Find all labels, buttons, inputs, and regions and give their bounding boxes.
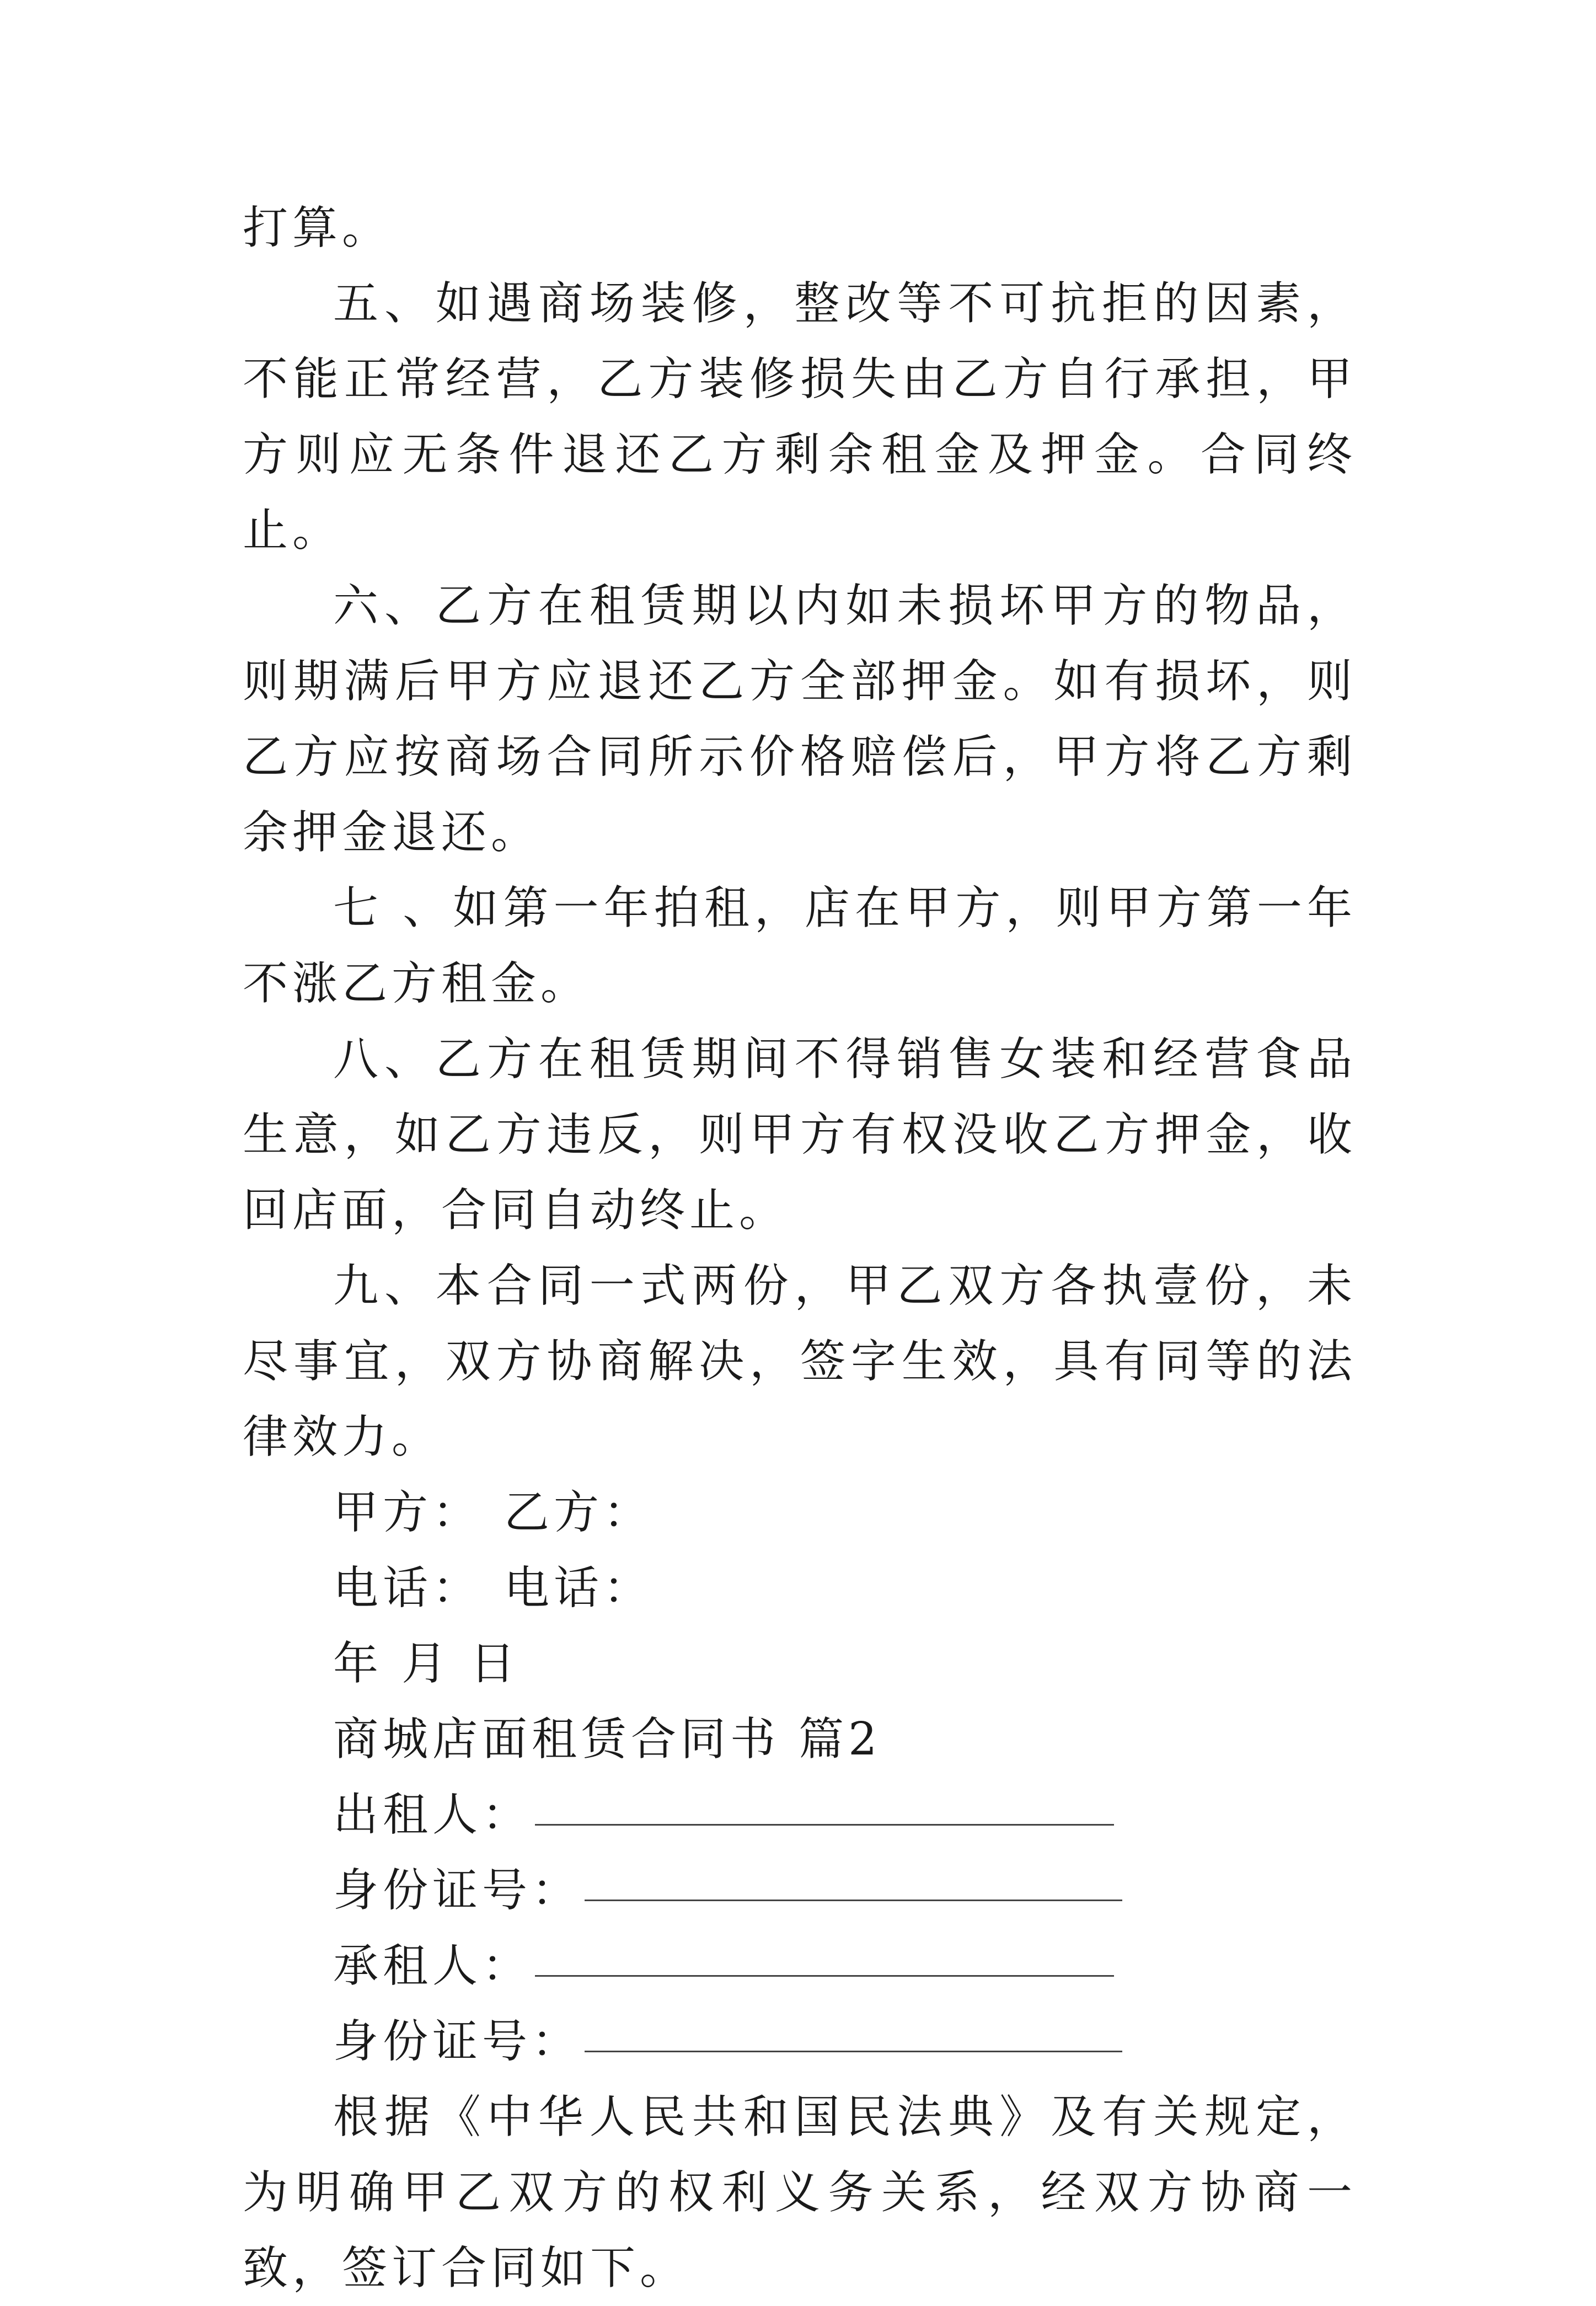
lessor-field <box>243 1777 1357 1853</box>
lessee-blank[interactable] <box>535 1973 1114 1977</box>
date-line: 年 月 日 <box>333 1638 520 1690</box>
lessor-id-label: 身份证号： <box>333 1864 582 1917</box>
paragraph-continuation: 打算。 <box>243 202 392 254</box>
lessee-field <box>243 1928 1357 2004</box>
lessor-id-blank[interactable] <box>585 1897 1122 1901</box>
phone-line <box>243 1550 1357 1626</box>
party-b-label: 乙方： <box>504 1486 654 1539</box>
clause-5: 五、如遇商场装修，整改等不可抗拒的因素，不能正常经营，乙方装修损失由乙方自行承担，甲方则应无条件退还乙方剩余租金及押金。合同终止。 <box>243 277 1357 557</box>
phone-a-label: 电话： <box>333 1562 483 1614</box>
phone-b-label: 电话： <box>504 1562 654 1614</box>
section-title: 商城店面租赁合同书 篇2 <box>333 1713 882 1765</box>
party-a-label: 甲方： <box>333 1486 483 1539</box>
signature-line <box>243 1475 1357 1550</box>
clause-9: 九、本合同一式两份，甲乙双方各执壹份，未尽事宜，双方协商解决，签字生效，具有同等的法律效力。 <box>243 1260 1357 1463</box>
clause-6: 六、乙方在租赁期以内如未损坏甲方的物品，则期满后甲方应退还乙方全部押金。如有损坏，则乙方应按商场合同所示价格赔偿后，甲方将乙方剩余押金退还。 <box>243 580 1357 859</box>
lessor-id-field <box>243 1853 1357 1928</box>
lessee-id-label: 身份证号： <box>333 2015 582 2068</box>
lessee-id-blank[interactable] <box>585 2048 1122 2052</box>
clause-8: 八、乙方在租赁期间不得销售女装和经营食品生意，如乙方违反，则甲方有权没收乙方押金，收回店面，合同自动终止。 <box>243 1033 1357 1237</box>
document-body <box>243 190 1357 2306</box>
preamble-paragraph: 根据《中华人民共和国民法典》及有关规定，为明确甲乙双方的权利义务关系，经双方协商一致，签订合同如下。 <box>243 2091 1357 2294</box>
lessor-label: 出租人： <box>333 1789 532 1841</box>
lessee-id-field <box>243 2004 1357 2079</box>
lessee-label: 承租人： <box>333 1940 532 1992</box>
clause-7: 七 、如第一年拍租，店在甲方，则甲方第一年不涨乙方租金。 <box>243 882 1357 1010</box>
lessor-blank[interactable] <box>535 1822 1114 1826</box>
